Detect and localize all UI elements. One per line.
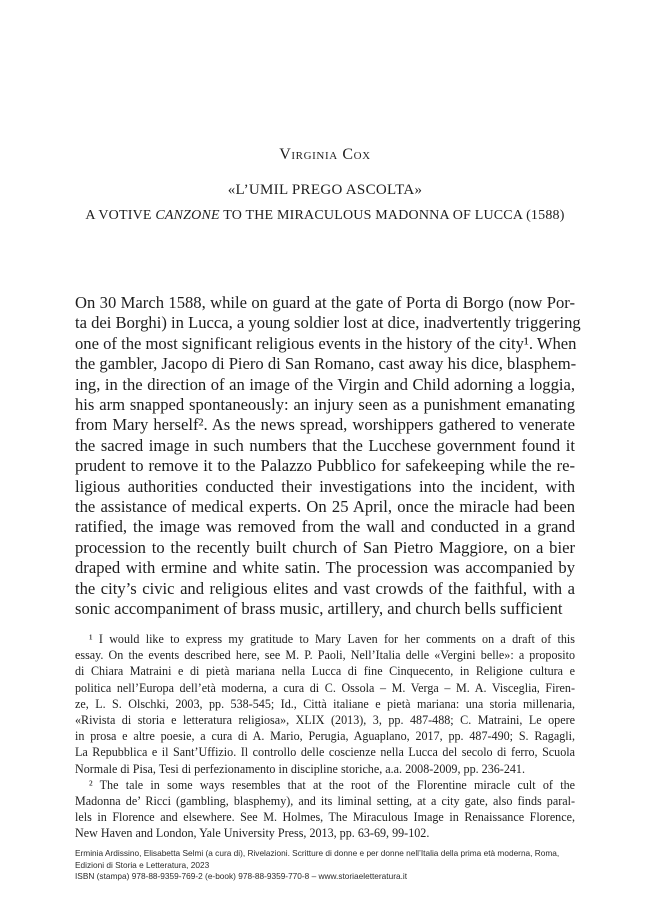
body-line: the gambler, Jacopo di Piero di San Romano, cast away his dice, blasphem- — [75, 354, 577, 374]
body-line: ing, in the direction of an image of the Virgin and Child adorning a loggia, — [75, 374, 575, 394]
footnote-2-line: lels in Florence and elsewhere. See M. Holmes, The Miraculous Image in Renaissance Florence, — [75, 810, 575, 825]
footnote-2-line: Madonna de’ Ricci (gambling, blasphemy), and its liminal setting, at a city gate, also finds paral- — [75, 794, 575, 809]
body-line: prudent to remove it to the Palazzo Pubblico for safekeeping while the re- — [75, 456, 575, 476]
body-line: the sacred image in such numbers that the Lucchese government found it — [75, 435, 575, 455]
footnote-1-line: di Chiara Matraini e di pietà mariana nella Lucca di fine Cinquecento, in Religione cultura e — [75, 664, 575, 679]
footnote-2-line: New Haven and London, Yale University Press, 2013, pp. 63-69, 99-102. — [75, 826, 430, 841]
body-line: procession to the recently built church of San Pietro Maggiore, on a bier — [75, 537, 575, 557]
body-line: one of the most significant religious events in the history of the city¹. When — [75, 333, 577, 353]
essay-subtitle — [0, 208, 650, 224]
footnote-1-line: «Rivista di storia e letteratura religiosa», XLIX (2013), 3, pp. 487-488; C. Matraini, Le opere — [75, 713, 575, 728]
footnote-1-line: Normale di Pisa, Tesi di perfezionamento in discipline storiche, a.a. 2008-2009, pp. 236-241. — [75, 761, 525, 776]
author-name: Virginia Cox — [279, 146, 371, 163]
body-paragraph — [75, 293, 581, 620]
footnote-1-line: ze, L. S. Olschki, 2003, pp. 538-545; Id., Città italiane e pietà mariana: una storia millenaria, — [75, 696, 575, 711]
body-line: the city’s civic and religious elites and vast crowds of the faithful, with a — [75, 578, 575, 598]
subtitle-part-2: TO THE MIRACULOUS MADONNA OF LUCCA (1588) — [219, 208, 565, 223]
footnote-2-line: ² The tale in some ways resembles that at the root of the Florentine miracle cult of the — [89, 777, 575, 792]
footnote-1-line: ¹ I would like to express my gratitude to Mary Laven for her comments on a draft of this — [89, 632, 575, 646]
footnote-1-line: La Repubblica e il Sant’Uffizio. Il controllo delle coscienze nella Lucca del secolo di ferro, Scuola — [75, 745, 575, 760]
body-line: ratified, the image was removed from the wall and conducted in a grand — [75, 517, 575, 537]
footnote-1-line: in prosa e altre poesie, a cura di A. Mario, Perugia, Aguaplano, 2017, pp. 487-490; S. Ragagli, — [75, 729, 575, 744]
essay-title: «L’UMIL PREGO ASCOLTA» — [227, 182, 423, 198]
body-line: from Mary herself². As the news spread, worshippers gathered to venerate — [75, 415, 575, 435]
footnotes — [75, 631, 575, 842]
body-line: ligious authorities conducted their investigations into the incident, with — [75, 476, 575, 496]
body-line: On 30 March 1588, while on guard at the gate of Porta di Borgo (now Por- — [75, 293, 575, 312]
footnote-1-line: politica nell’Europa dell’età moderna, a cura di C. Ossola – M. Verga – M. A. Visceglia, Firen- — [75, 680, 575, 695]
footer-line: ISBN (stampa) 978-88-9359-769-2 (e-book) 978-88-9359-770-8 – www.storiaeletteratura.it — [75, 871, 408, 881]
body-line: sonic accompaniment of brass music, artillery, and church bells sufficient — [75, 599, 563, 619]
footer-line: Erminia Ardissino, Elisabetta Selmi (a cura di), Rivelazioni. Scritture di donne e per donne nell’Italia della prima età moderna, Roma, — [75, 848, 560, 858]
publication-footer — [75, 848, 575, 883]
subtitle-italic: CANZONE — [155, 208, 220, 223]
body-line: draped with ermine and white satin. The procession was accompanied by — [75, 558, 575, 578]
body-line: ta dei Borghi) in Lucca, a young soldier lost at dice, inadvertently triggering — [75, 313, 581, 333]
footnote-1-line: essay. On the events described here, see M. P. Paoli, Nell’Italia delle «Vergini belle»: a proposito — [75, 648, 575, 663]
body-line: his arm snapped spontaneously: an injury seen as a punishment emanating — [75, 395, 575, 415]
subtitle-part-1: A VOTIVE — [85, 208, 156, 223]
body-line: the assistance of medical experts. On 25 April, once the miracle had been — [75, 497, 575, 517]
footer-line: Edizioni di Storia e Letteratura, 2023 — [75, 859, 210, 870]
